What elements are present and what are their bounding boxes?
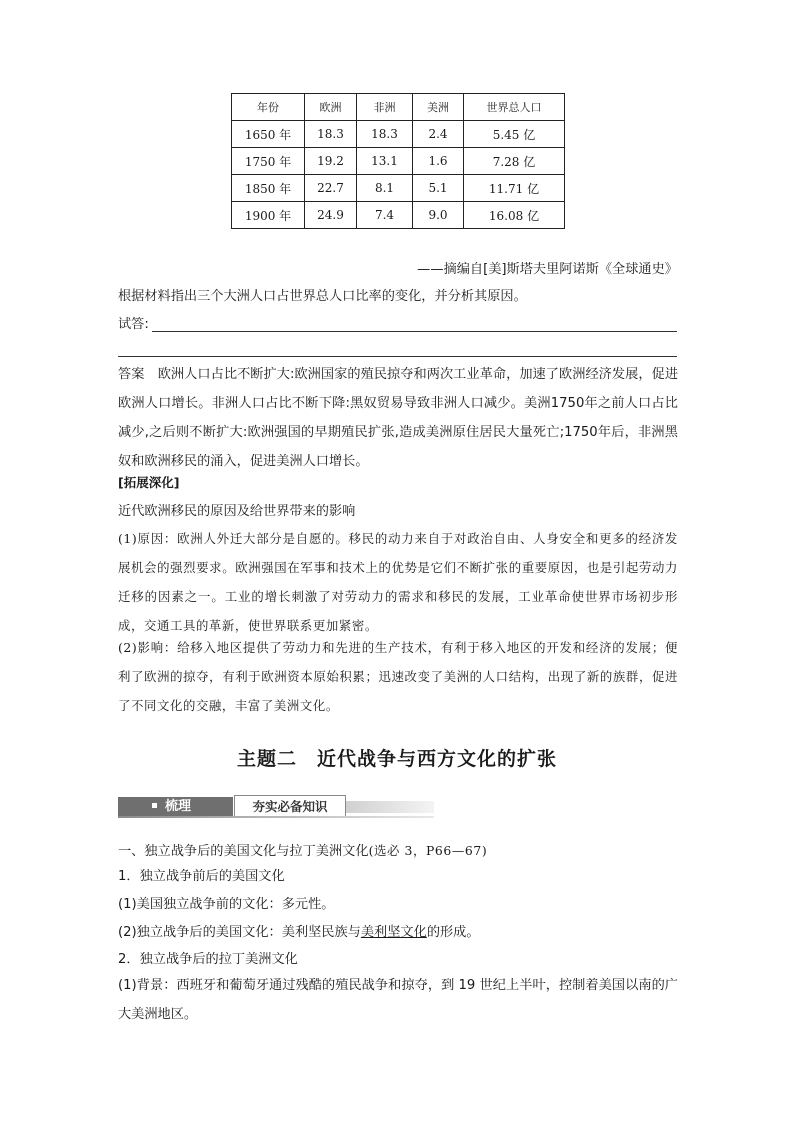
banner-tab-label: 夯实必备知识 (234, 795, 346, 818)
banner-main (118, 797, 233, 816)
section-banner (118, 795, 434, 819)
table-cell: 1.6 (413, 148, 464, 175)
table-cell: 11.71 亿 (464, 175, 565, 202)
extension-title: 近代欧洲移民的原因及给世界带来的影响 (118, 504, 356, 519)
banner-underline (118, 816, 434, 818)
table-header-row (232, 94, 565, 121)
extension-reasons: (1)原因：欧洲人外迁大部分是自愿的。移民的动力来自于对政治自由、人身安全和更多的经济发展机会的强烈要求。欧洲强国在军事和技术上的优势是它们不断扩张的重要原因，也是引起劳动力迁移的因素之一。工业的增长刺激了对劳动力的需求和移民的发展，工业革命使世界市场初步形成，交通工具的革新，使世界联系更加紧密。 (118, 531, 678, 633)
answer-label: 答案 (118, 367, 145, 382)
table-row (232, 148, 565, 175)
outline-item-text: 的形成。 (426, 925, 480, 940)
extension-label: [拓展深化] (118, 475, 180, 490)
table-row (232, 202, 565, 229)
table-cell: 5.45 亿 (464, 121, 565, 148)
column-header: 世界总人口 (464, 94, 565, 121)
table-cell: 7.28 亿 (464, 148, 565, 175)
answer-text: 欧洲人口占比不断扩大:欧洲国家的殖民掠夺和两次工业革命，加速了欧洲经济发展，促进欧洲人口增长。非洲人口占比不断下降:黑奴贸易导致非洲人口减少。美洲1750年之前人口占比减少,之后则不断扩大:欧洲强国的早期殖民扩张,造成美洲原住居民大量死亡;1750年后，非洲黑奴和欧洲移民的涌入，促进美洲人口增长。 (118, 367, 679, 469)
table-cell: 24.9 (305, 202, 357, 229)
underlined-term: 美利坚文化 (360, 925, 427, 940)
column-header: 美洲 (413, 94, 464, 121)
source-citation: ——摘编自[美]斯塔夫里阿诺斯《全球通史》 (417, 262, 678, 277)
table-cell: 2.4 (413, 121, 464, 148)
table-cell: 1650 年 (232, 121, 305, 148)
outline-item: (1)背景：西班牙和葡萄牙通过残酷的殖民战争和掠夺，到 19 世纪上半叶，控制着美国以南的广大美洲地区。 (118, 978, 678, 1022)
outline-item: (1)美国独立战争前的文化：多元性。 (118, 897, 335, 912)
population-table (231, 93, 565, 229)
banner-decoration (346, 801, 434, 813)
attempt-label: 试答: (118, 317, 149, 332)
question-text: 根据材料指出三个大洲人口占世界总人口比率的变化，并分析其原因。 (118, 289, 527, 304)
table-cell: 8.1 (357, 175, 413, 202)
column-header: 欧洲 (305, 94, 357, 121)
extension-effects: (2)影响：给移入地区提供了劳动力和先进的生产技术，有利于移入地区的开发和经济的发展；便利了欧洲的掠夺，有利于欧洲资本原始积累；迅速改变了美洲的人口结构，出现了新的族群，促进了不同文化的交融，丰富了美洲文化。 (118, 640, 678, 713)
outline-item (118, 924, 480, 942)
table-cell: 13.1 (357, 148, 413, 175)
outline-subheading: 1．独立战争前后的美国文化 (118, 869, 285, 884)
outline-heading (118, 842, 487, 861)
table-cell: 7.4 (357, 202, 413, 229)
outline-item-text: (2)独立战争后的美国文化：美利坚民族与 (118, 925, 361, 940)
table-cell: 1900 年 (232, 202, 305, 229)
table-cell: 19.2 (305, 148, 357, 175)
banner-main-label: 梳理 (165, 799, 192, 814)
outline-subheading: 2．独立战争后的拉丁美洲文化 (118, 952, 298, 967)
answer-blank-line[interactable] (152, 331, 677, 332)
table-cell: 9.0 (413, 202, 464, 229)
column-header: 年份 (232, 94, 305, 121)
table-cell: 5.1 (413, 175, 464, 202)
table-cell: 18.3 (305, 121, 357, 148)
answer-paragraph (118, 360, 678, 476)
outline-heading-text: 一、独立战争后的美国文化与拉丁美洲文化 (118, 844, 369, 859)
table-cell: 22.7 (305, 175, 357, 202)
outline-heading-ref: (选必 3，P66—67) (368, 843, 488, 858)
answer-blank-line[interactable] (118, 356, 677, 357)
table-cell: 18.3 (357, 121, 413, 148)
section-heading: 主题二 近代战争与西方文化的扩张 (236, 748, 557, 770)
table-cell: 1750 年 (232, 148, 305, 175)
table-row (232, 175, 565, 202)
table-cell: 1850 年 (232, 175, 305, 202)
table-cell: 16.08 亿 (464, 202, 565, 229)
column-header: 非洲 (357, 94, 413, 121)
table-row (232, 121, 565, 148)
square-bullet-icon (152, 803, 157, 808)
